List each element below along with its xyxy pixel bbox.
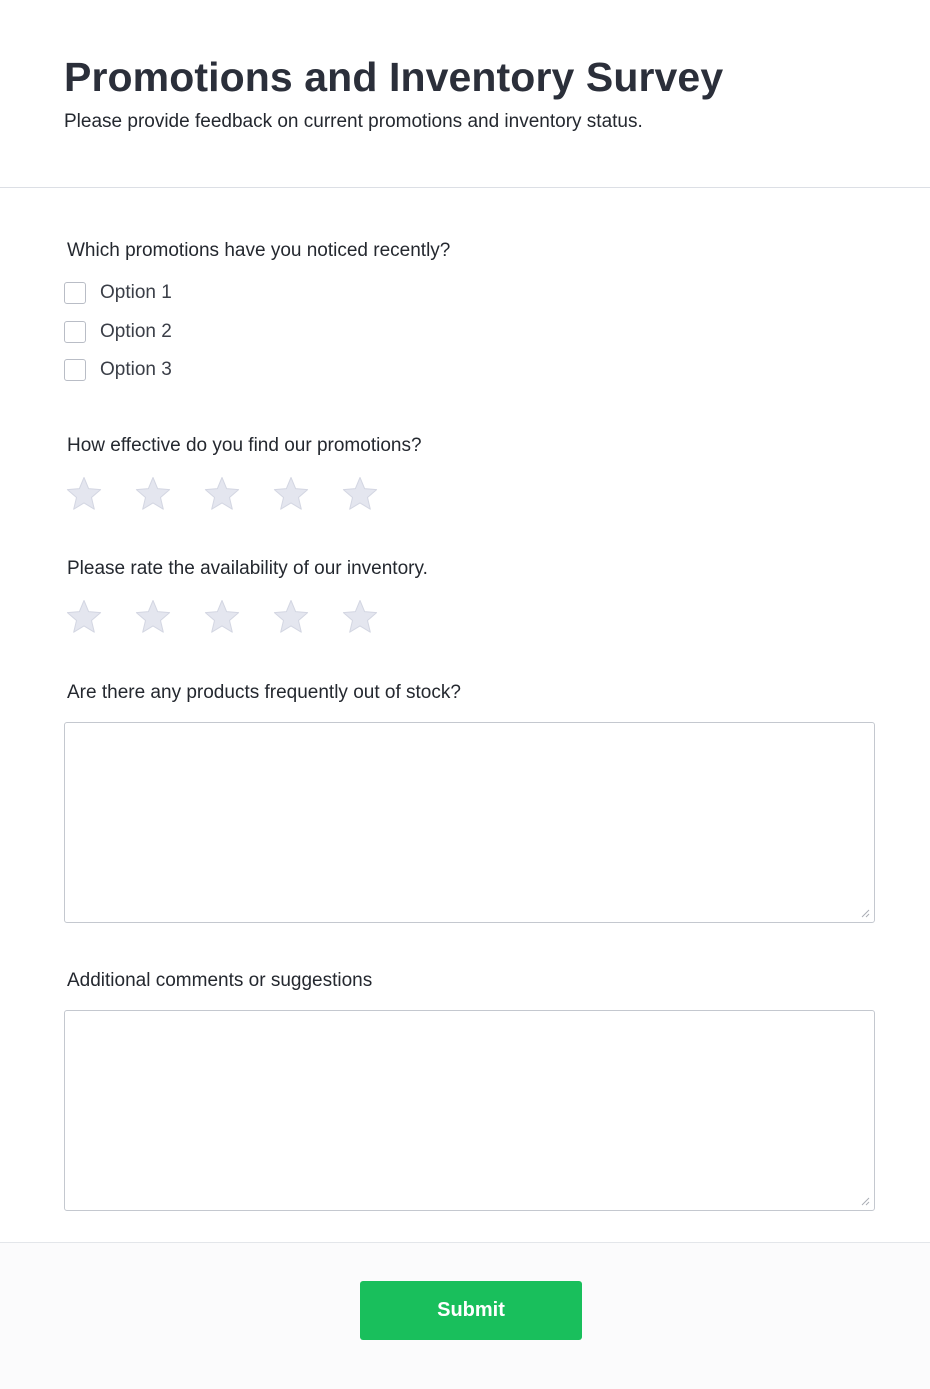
question-promotions-noticed-label: Which promotions have you noticed recently? <box>67 240 451 261</box>
resize-grip-icon[interactable] <box>860 908 870 918</box>
star-outline-icon[interactable] <box>202 474 242 514</box>
out-of-stock-field[interactable] <box>64 722 875 923</box>
checkbox-option-label[interactable]: Option 3 <box>100 359 172 380</box>
star-outline-icon[interactable] <box>64 597 104 637</box>
rating-inventory-availability <box>64 597 380 637</box>
star-outline-icon[interactable] <box>133 597 173 637</box>
rating-promotions-effectiveness <box>64 474 380 514</box>
resize-grip-icon[interactable] <box>860 1196 870 1206</box>
star-outline-icon[interactable] <box>271 597 311 637</box>
page-title: Promotions and Inventory Survey <box>64 54 724 100</box>
checkbox-unchecked-icon[interactable] <box>64 359 86 381</box>
star-outline-icon[interactable] <box>340 597 380 637</box>
star-outline-icon[interactable] <box>340 474 380 514</box>
comments-textarea[interactable] <box>65 1011 874 1210</box>
survey-footer <box>0 1242 930 1389</box>
question-inventory-availability-label: Please rate the availability of our inventory. <box>67 558 428 579</box>
checkbox-unchecked-icon[interactable] <box>64 321 86 343</box>
question-out-of-stock-label: Are there any products frequently out of stock? <box>67 682 461 703</box>
survey-header <box>0 0 930 188</box>
star-outline-icon[interactable] <box>133 474 173 514</box>
comments-field[interactable] <box>64 1010 875 1211</box>
question-comments-label: Additional comments or suggestions <box>67 970 373 991</box>
star-outline-icon[interactable] <box>202 597 242 637</box>
star-outline-icon[interactable] <box>64 474 104 514</box>
page-description: Please provide feedback on current promotions and inventory status. <box>64 111 643 132</box>
checkbox-option-label[interactable]: Option 1 <box>100 282 172 303</box>
out-of-stock-textarea[interactable] <box>65 723 874 922</box>
checkbox-option-label[interactable]: Option 2 <box>100 321 172 342</box>
submit-button[interactable]: Submit <box>360 1281 582 1340</box>
checkbox-option-3[interactable] <box>64 357 172 383</box>
checkbox-option-1[interactable] <box>64 280 172 306</box>
star-outline-icon[interactable] <box>271 474 311 514</box>
question-promotions-effectiveness-label: How effective do you find our promotions? <box>67 435 422 456</box>
checkbox-unchecked-icon[interactable] <box>64 282 86 304</box>
checkbox-option-2[interactable] <box>64 319 172 345</box>
